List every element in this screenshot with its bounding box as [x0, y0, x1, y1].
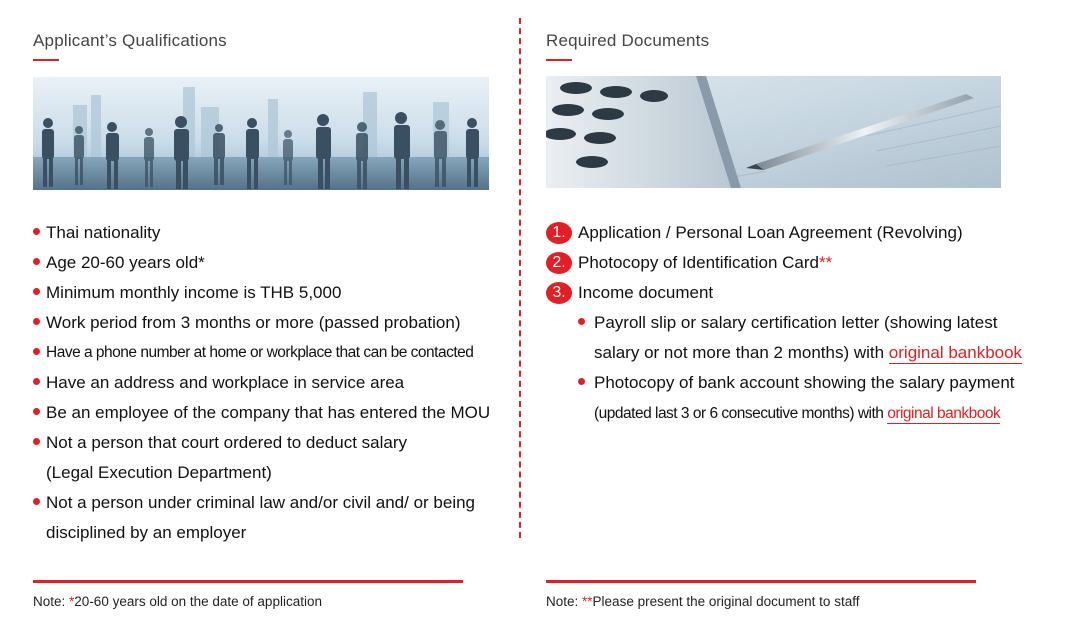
list-item: Not a person under criminal law and/or civil and/ or being disciplined by an employer — [33, 488, 490, 548]
heading-underline — [546, 59, 572, 61]
column-divider — [519, 18, 521, 538]
original-bankbook-link[interactable]: original bankbook — [888, 343, 1023, 362]
list-item: 3. Income document Payroll slip or salary certification letter (showing latest salary or not more than 2 months) with original bankbook Photocopy of bank account showing the salary payment (updated last 3 or 6 consecutive months) with original bankbook — [546, 278, 1022, 429]
number-badge: 3. — [546, 282, 572, 304]
documents-list — [546, 218, 1022, 429]
original-bankbook-link[interactable]: original bankbook — [887, 405, 1001, 422]
list-item: Minimum monthly income is THB 5,000 — [33, 278, 490, 308]
list-item: 2. Photocopy of Identification Card** — [546, 248, 1022, 278]
bullet-icon — [578, 318, 585, 325]
qualifications-note: Note: *20-60 years old on the date of application — [33, 594, 322, 609]
list-item: Not a person that court ordered to deduct salary (Legal Execution Department) — [33, 428, 490, 488]
calculator-pen-photo — [546, 76, 1001, 188]
list-item: Be an employee of the company that has entered the MOU — [33, 398, 490, 428]
bullet-icon — [33, 438, 40, 445]
list-item: 1. Application / Personal Loan Agreement (Revolving) — [546, 218, 1022, 248]
business-people-photo — [33, 77, 489, 190]
sub-list-item: Payroll slip or salary certification letter (showing latest salary or not more than 2 months) with original bankbook — [578, 308, 1022, 368]
qualifications-heading: Applicant’s Qualifications — [33, 31, 227, 50]
bullet-icon — [578, 378, 585, 385]
bullet-icon — [33, 348, 40, 355]
bullet-icon — [33, 228, 40, 235]
income-document-sublist — [578, 308, 1022, 429]
documents-note: Note: **Please present the original document to staff — [546, 594, 860, 609]
bullet-icon — [33, 498, 40, 505]
footer-divider — [546, 580, 976, 583]
list-item: Have an address and workplace in service area — [33, 368, 490, 398]
list-item: Have a phone number at home or workplace that can be contacted — [33, 338, 490, 368]
qualifications-list — [33, 218, 490, 548]
bullet-icon — [33, 288, 40, 295]
sub-list-item: Photocopy of bank account showing the salary payment (updated last 3 or 6 consecutive months) with original bankbook — [578, 368, 1022, 429]
list-item: Thai nationality — [33, 218, 490, 248]
bullet-icon — [33, 408, 40, 415]
bullet-icon — [33, 318, 40, 325]
documents-section — [546, 0, 1056, 630]
list-item: Work period from 3 months or more (passed probation) — [33, 308, 490, 338]
list-item: Age 20-60 years old* — [33, 248, 490, 278]
heading-underline — [33, 59, 59, 61]
bullet-icon — [33, 378, 40, 385]
bullet-icon — [33, 258, 40, 265]
number-badge: 2. — [546, 252, 572, 274]
number-badge: 1. — [546, 222, 572, 244]
qualifications-section — [33, 0, 503, 630]
documents-heading: Required Documents — [546, 31, 710, 50]
footer-divider — [33, 580, 463, 583]
